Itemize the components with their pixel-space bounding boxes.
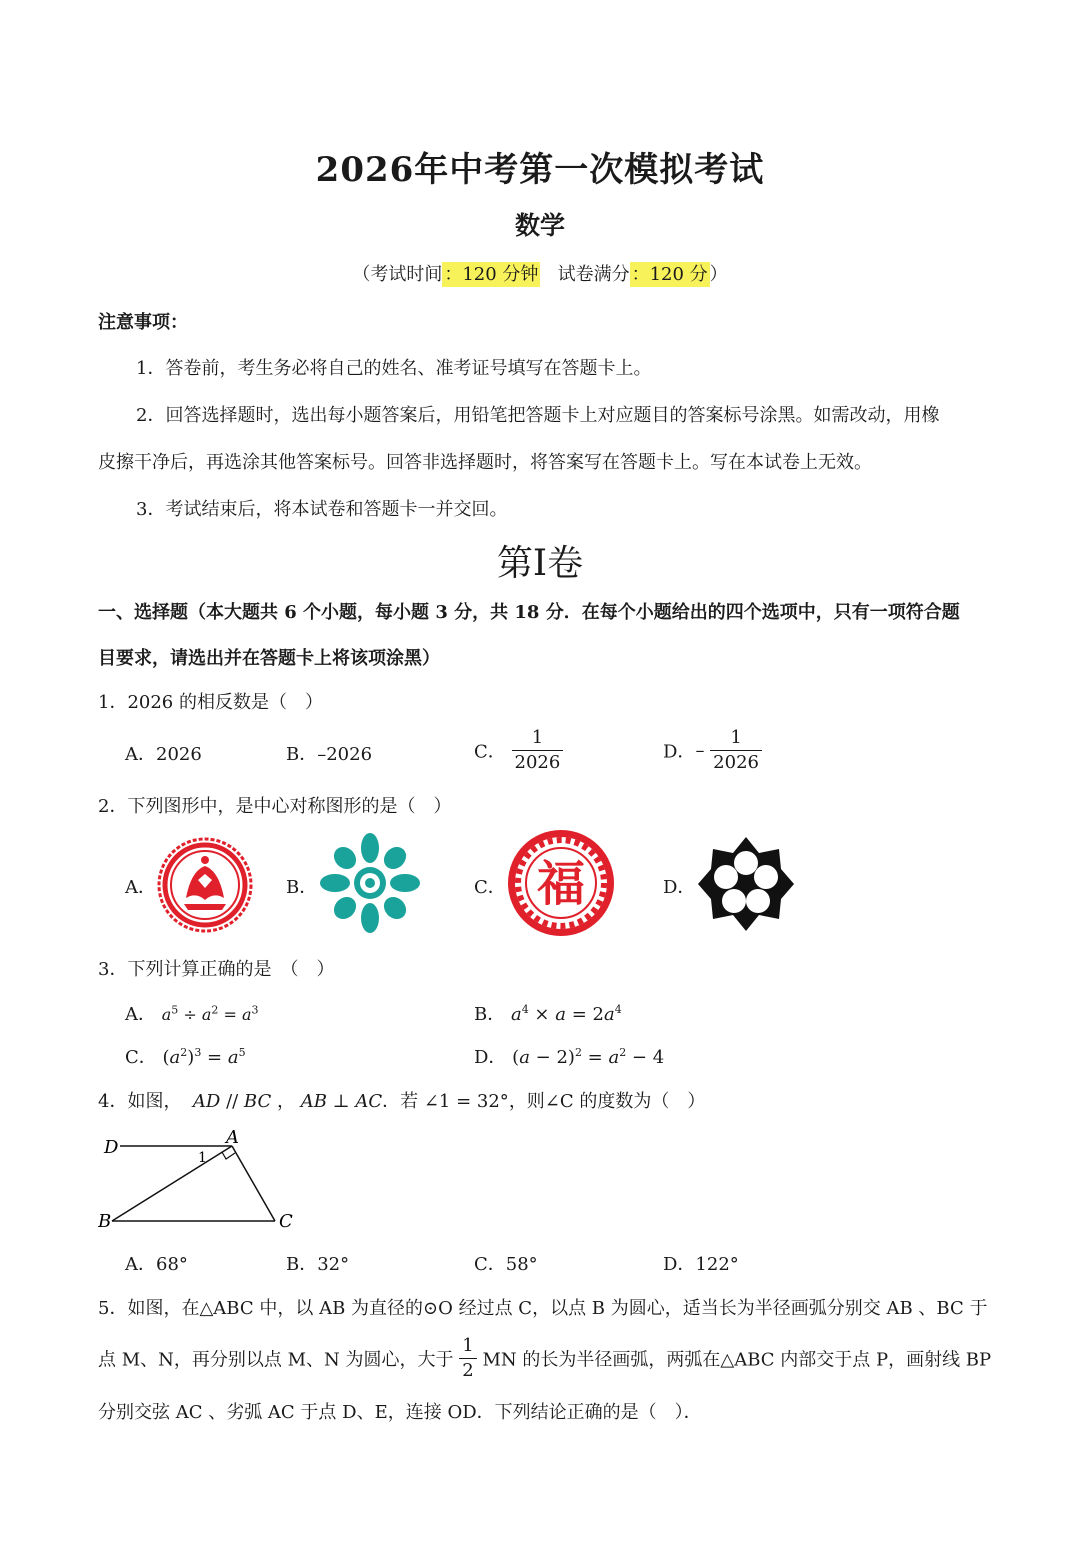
q1-c-fraction bbox=[512, 726, 564, 775]
q4-option-b: B．32° bbox=[286, 1254, 350, 1275]
section-heading: 一、选择题（本大题共 6 个小题，每小题 3 分，共 18 分．在每个小题给出的四个选项中，只有一项符合题 bbox=[98, 602, 960, 623]
q3-c-label: C． bbox=[125, 1047, 157, 1068]
notice-item-2-cont: 皮擦干净后，再选涂其他答案标号。回答非选择题时，将答案写在答题卡上。写在本试卷上无效。 bbox=[98, 452, 872, 473]
q4-label-c: C bbox=[279, 1211, 293, 1232]
q2-label-a: A． bbox=[125, 877, 156, 898]
q1-d-label: D． bbox=[663, 741, 696, 763]
q1-c-num: 1 bbox=[512, 726, 564, 751]
q1-d-sign: – bbox=[695, 740, 705, 761]
q1-stem: 1．2026 的相反数是（ ） bbox=[98, 692, 323, 713]
q2-stem: 2．下列图形中，是中心对称图形的是（ ） bbox=[98, 796, 452, 817]
exam-meta bbox=[0, 260, 1080, 286]
fu-char: 福 bbox=[536, 856, 586, 912]
q4-option-d: D．122° bbox=[663, 1254, 739, 1275]
notice-item-2: 2．回答选择题时，选出每小题答案后，用铅笔把答题卡上对应题目的答案标号涂黑。如需改动，用橡 bbox=[136, 405, 940, 426]
q3-option-d bbox=[474, 1043, 664, 1069]
time-value: ：120 分钟 bbox=[444, 264, 539, 285]
q4-math-parallel: AD // BC bbox=[192, 1091, 272, 1112]
subject-title: 数学 bbox=[514, 211, 565, 240]
volume-title: 第I卷 bbox=[496, 543, 584, 584]
q5-line2-a: 点 M、N，再分别以点 M、N 为圆心，大于 bbox=[98, 1349, 454, 1371]
q1-d-den: 2026 bbox=[713, 752, 759, 773]
q3-option-a bbox=[125, 1000, 259, 1026]
q5-frac-den: 2 bbox=[462, 1360, 474, 1381]
q3-stem: 3．下列计算正确的是 （ ） bbox=[98, 959, 335, 980]
q3-c-formula: $(a^2)^3 = a^5$ bbox=[162, 1046, 246, 1068]
q4-stem: 4．如图， AD // BC ， AB ⊥ AC．若 ∠1 = 32°，则∠C 的度数为（ ） bbox=[98, 1091, 706, 1112]
q1-option-a: A．2026 bbox=[125, 744, 202, 765]
q4-label-angle1: 1 bbox=[198, 1150, 207, 1166]
q3-a-formula: $a^5 \div a^2 = a^3$ bbox=[161, 1003, 259, 1024]
q4-label-d: D bbox=[104, 1137, 119, 1158]
q5-frac-num: 1 bbox=[459, 1334, 476, 1359]
q4-option-c: C．58° bbox=[474, 1254, 538, 1275]
q4-stem-suffix: ，则∠C 的度数为（ ） bbox=[508, 1091, 706, 1112]
q1-d-num: 1 bbox=[710, 726, 762, 751]
q4-stem-prefix: 4．如图， bbox=[98, 1091, 182, 1112]
q3-a-label: A． bbox=[125, 1004, 156, 1025]
q1-c-label: C． bbox=[474, 741, 506, 763]
q3-b-label: B． bbox=[474, 1004, 506, 1025]
q1-c-den: 2026 bbox=[514, 752, 561, 773]
q3-option-b bbox=[474, 1000, 622, 1026]
q4-triangle-figure bbox=[98, 1125, 308, 1233]
time-label: （考试时间 bbox=[352, 264, 443, 285]
q4-stem-mid: ．若 bbox=[382, 1091, 419, 1112]
q1-option-c bbox=[474, 726, 563, 775]
q3-option-c bbox=[125, 1043, 246, 1069]
q1-option-b: B．–2026 bbox=[286, 744, 373, 765]
papercut-rooster-icon bbox=[156, 836, 254, 934]
teal-flower-icon bbox=[318, 831, 422, 935]
q5-fraction bbox=[459, 1334, 476, 1383]
notice-item-1: 1．答卷前，考生务必将自己的姓名、准考证号填写在答题卡上。 bbox=[136, 358, 652, 379]
q4-math-angle: ∠1 = 32° bbox=[423, 1091, 509, 1112]
q1-d-fraction bbox=[710, 726, 762, 775]
q4-label-a: A bbox=[226, 1127, 239, 1148]
q5-line2-b: MN 的长为半径画弧，两弧在△ABC 内部交于点 P，画射线 BP bbox=[482, 1349, 992, 1371]
plum-blossom-icon bbox=[697, 835, 795, 933]
q3-b-formula: $a^4 \times a = 2a^4$ bbox=[510, 1003, 622, 1025]
score-value: ：120 分 bbox=[631, 264, 708, 285]
meta-close: ） bbox=[709, 264, 728, 285]
q2-label-b: B． bbox=[286, 877, 318, 898]
q1-option-d bbox=[663, 726, 762, 775]
notice-heading: 注意事项： bbox=[98, 312, 188, 333]
q5-line-3: 分别交弦 AC 、劣弧 AC 于点 D、E，连接 OD．下列结论正确的是（ ）． bbox=[98, 1402, 702, 1423]
papercut-fu-icon bbox=[506, 828, 616, 938]
score-label: 试卷满分 bbox=[557, 264, 630, 285]
q4-math-perp: AB ⊥ AC bbox=[300, 1091, 383, 1112]
q2-label-c: C． bbox=[474, 877, 506, 898]
q3-d-formula: $(a - 2)^2 = a^2 - 4$ bbox=[512, 1046, 665, 1068]
q4-option-a: A．68° bbox=[125, 1254, 188, 1275]
q5-line-2 bbox=[98, 1334, 991, 1383]
section-heading-cont: 目要求，请选出并在答题卡上将该项涂黑） bbox=[98, 648, 440, 669]
q5-line-1: 5．如图，在△ABC 中，以 AB 为直径的⊙O 经过点 C，以点 B 为圆心，适当长为半径画弧分别交 AB 、BC 于 bbox=[98, 1298, 988, 1319]
notice-item-3: 3．考试结束后，将本试卷和答题卡一并交回。 bbox=[136, 499, 508, 520]
exam-title: 2026年中考第一次模拟考试 bbox=[315, 150, 765, 190]
q3-d-label: D． bbox=[474, 1047, 507, 1068]
q2-label-d: D． bbox=[663, 877, 696, 898]
q4-label-b: B bbox=[98, 1211, 112, 1232]
